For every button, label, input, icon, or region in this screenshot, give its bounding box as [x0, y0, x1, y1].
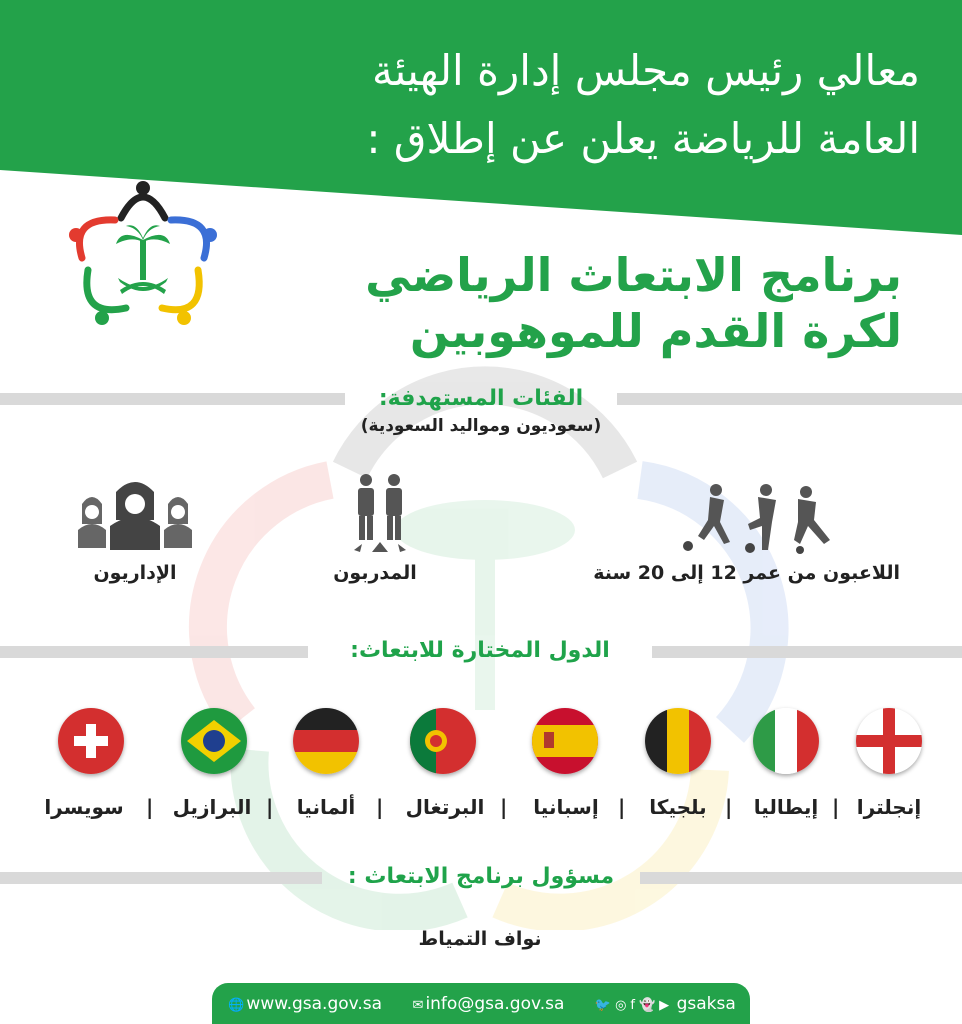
instagram-icon: ◎	[615, 997, 627, 1013]
responsible-label: مسؤول برنامج الابتعاث :	[347, 864, 615, 889]
italy-flag-icon	[753, 708, 819, 774]
divider-left	[0, 646, 308, 658]
separator: |	[266, 795, 274, 819]
country-name: ألمانيا	[296, 795, 356, 819]
separator: |	[618, 795, 626, 819]
footer-social[interactable]	[593, 994, 736, 1014]
header-line-1: معالي رئيس مجلس إدارة الهيئة	[371, 46, 920, 95]
group-label-administrators: الإداريون	[93, 562, 177, 584]
separator: |	[832, 795, 840, 819]
program-title-line-1: برنامج الابتعاث الرياضي	[365, 248, 902, 302]
switzerland-flag-icon	[58, 708, 124, 774]
coaches-icon	[350, 472, 410, 554]
germany-flag-icon	[293, 708, 359, 774]
responsible-name: نواف التمياط	[418, 928, 542, 950]
program-title-line-2: لكرة القدم للموهوبين	[409, 304, 902, 358]
header-line-2: العامة للرياضة يعلن عن إطلاق :	[366, 114, 920, 163]
divider-right	[640, 872, 962, 884]
twitter-icon: 🐦	[594, 997, 612, 1013]
gsa-logo-icon	[66, 178, 220, 328]
separator: |	[376, 795, 384, 819]
country-name: بلجيكا	[649, 795, 707, 819]
group-label-players: اللاعبون من عمر 12 إلى 20 سنة	[593, 562, 900, 584]
separator: |	[500, 795, 508, 819]
facebook-icon: f	[630, 997, 635, 1013]
country-name: إيطاليا	[753, 795, 819, 819]
brazil-flag-icon	[181, 708, 247, 774]
group-label-coaches: المدربون	[333, 562, 417, 584]
snapchat-icon: 👻	[638, 997, 656, 1013]
footer-email[interactable]	[411, 994, 565, 1014]
divider-right	[617, 393, 962, 405]
football-players-icon	[680, 482, 840, 554]
separator: |	[146, 795, 154, 819]
spain-flag-icon	[532, 708, 598, 774]
social-handle-text: gsaksa	[676, 993, 736, 1014]
divider-left	[0, 872, 322, 884]
country-name: البرازيل	[172, 795, 252, 819]
divider-right	[652, 646, 962, 658]
mail-icon: ✉	[412, 997, 424, 1013]
administrators-icon	[72, 478, 198, 550]
footer-bar	[212, 983, 750, 1024]
divider-left	[0, 393, 345, 405]
separator: |	[725, 795, 733, 819]
belgium-flag-icon	[645, 708, 711, 774]
target-subtitle: (سعوديون ومواليد السعودية)	[360, 416, 602, 436]
target-label: الفئات المستهدفة:	[378, 386, 584, 411]
youtube-icon: ▶	[659, 997, 670, 1013]
portugal-flag-icon	[410, 708, 476, 774]
countries-label: الدول المختارة للابتعاث:	[350, 638, 610, 663]
country-name: سويسرا	[44, 795, 124, 819]
globe-icon: 🌐	[228, 997, 245, 1013]
country-name: البرتغال	[405, 795, 485, 819]
england-flag-icon	[856, 708, 922, 774]
website-text: www.gsa.gov.sa	[246, 993, 383, 1014]
country-name: إنجلترا	[856, 795, 922, 819]
country-name: إسبانيا	[533, 795, 599, 819]
email-text: info@gsa.gov.sa	[425, 993, 565, 1014]
footer-website[interactable]	[226, 994, 382, 1014]
